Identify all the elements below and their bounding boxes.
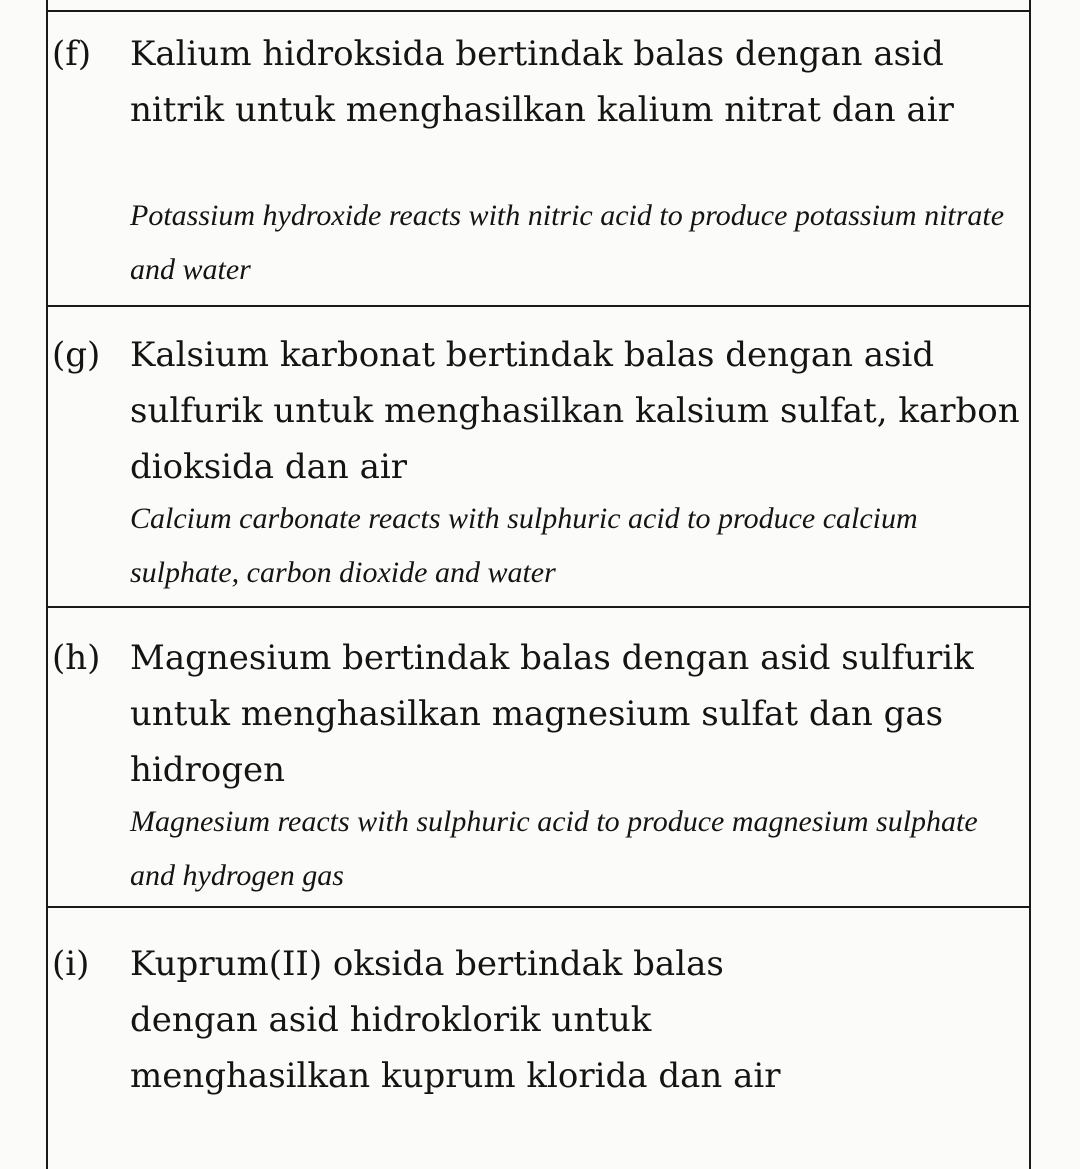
item-label: (g) <box>52 335 101 375</box>
malay-statement: Magnesium bertindak balas dengan asid sulfurik untuk menghasilkan magnesium sulfat dan gas hidrogen <box>130 638 974 790</box>
english-statement: Calcium carbonate reacts with sulphuric acid to produce calcium sulphate, carbon dioxide and water <box>130 502 918 589</box>
question-item-i <box>46 936 1029 1169</box>
question-item-h <box>46 630 1029 910</box>
item-label: (f) <box>52 34 92 74</box>
question-item-g <box>46 327 1029 607</box>
malay-statement: Kalium hidroksida bertindak balas dengan asid nitrik untuk menghasilkan kalium nitrat dan air <box>130 34 954 130</box>
question-item-f <box>46 26 1029 306</box>
item-label: (i) <box>52 944 90 984</box>
row-divider-top <box>46 10 1031 12</box>
item-label: (h) <box>52 638 101 678</box>
english-statement: Magnesium reacts with sulphuric acid to produce magnesium sulphate and hydrogen gas <box>130 805 978 892</box>
malay-statement: Kuprum(II) oksida bertindak balas dengan asid hidroklorik untuk menghasilkan kuprum klorida dan air <box>130 944 781 1096</box>
malay-statement: Kalsium karbonat bertindak balas dengan asid sulfurik untuk menghasilkan kalsium sulfat, karbon dioksida dan air <box>130 335 1020 487</box>
english-statement: Potassium hydroxide reacts with nitric acid to produce potassium nitrate and water <box>130 199 1005 286</box>
